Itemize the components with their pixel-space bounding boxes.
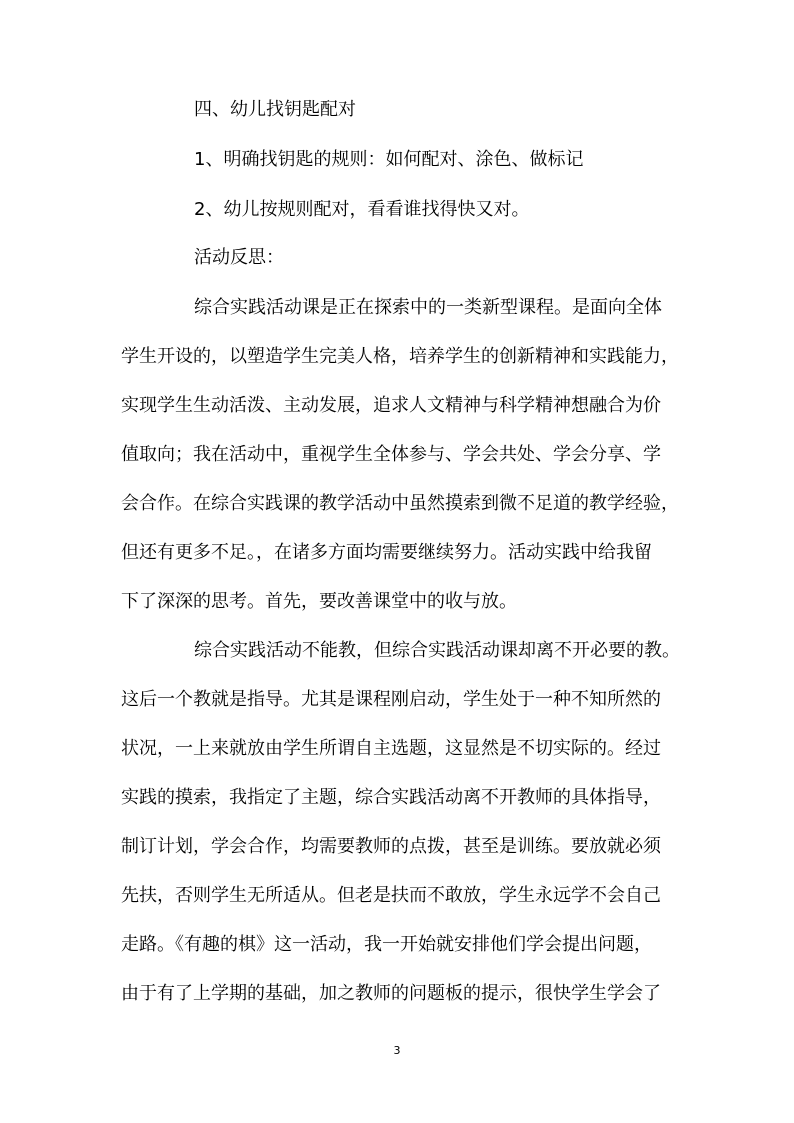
paragraph-line: 学生开设的，以塑造学生完美人格，培养学生的创新精神和实践能力， — [121, 346, 679, 367]
paragraph-line: 下了深深的思考。首先，要改善课堂中的收与放。 — [121, 591, 517, 612]
paragraph-line: 这后一个教就是指导。尤其是课程刚启动，学生处于一种不知所然的 — [121, 689, 661, 710]
paragraph-line: 值取向；我在活动中，重视学生全体参与、学会共处、学会分享、学 — [121, 444, 661, 465]
paragraph-line: 制订计划，学会合作，均需要教师的点拨，甚至是训练。要放就必须 — [121, 836, 661, 857]
paragraph-line: 综合实践活动课是正在探索中的一类新型课程。是面向全体 — [194, 297, 662, 318]
paragraph-line: 综合实践活动不能教，但综合实践活动课却离不开必要的教。 — [194, 640, 680, 661]
paragraph-line: 由于有了上学期的基础，加之教师的问题板的提示，很快学生学会了 — [121, 983, 661, 1004]
paragraph-line: 实践的摸索，我指定了主题，综合实践活动离不开教师的具体指导， — [121, 787, 661, 808]
list-item-rule-1: 1、明确找钥匙的规则：如何配对、涂色、做标记 — [194, 149, 584, 170]
paragraph-line: 先扶，否则学生无所适从。但老是扶而不敢放，学生永远学不会自己 — [121, 885, 661, 906]
paragraph-line: 会合作。在综合实践课的教学活动中虽然摸索到微不足道的教学经验， — [121, 493, 679, 514]
paragraph-line: 实现学生生动活泼、主动发展，追求人文精神与科学精神想融合为价 — [121, 395, 661, 416]
paragraph-line: 但还有更多不足。，在诸多方面均需要继续努力。活动实践中给我留 — [121, 542, 652, 563]
heading-reflection: 活动反思： — [194, 247, 284, 268]
page-number: 3 — [393, 1044, 401, 1057]
paragraph-line: 状况，一上来就放由学生所谓自主选题，这显然是不切实际的。经过 — [121, 738, 661, 759]
list-item-rule-2: 2、幼儿按规则配对，看看谁找得快又对。 — [194, 199, 530, 220]
paragraph-line: 走路。《有趣的棋》这一活动，我一开始就安排他们学会提出问题， — [121, 934, 652, 955]
heading-section-four: 四、幼儿找钥匙配对 — [194, 99, 356, 120]
